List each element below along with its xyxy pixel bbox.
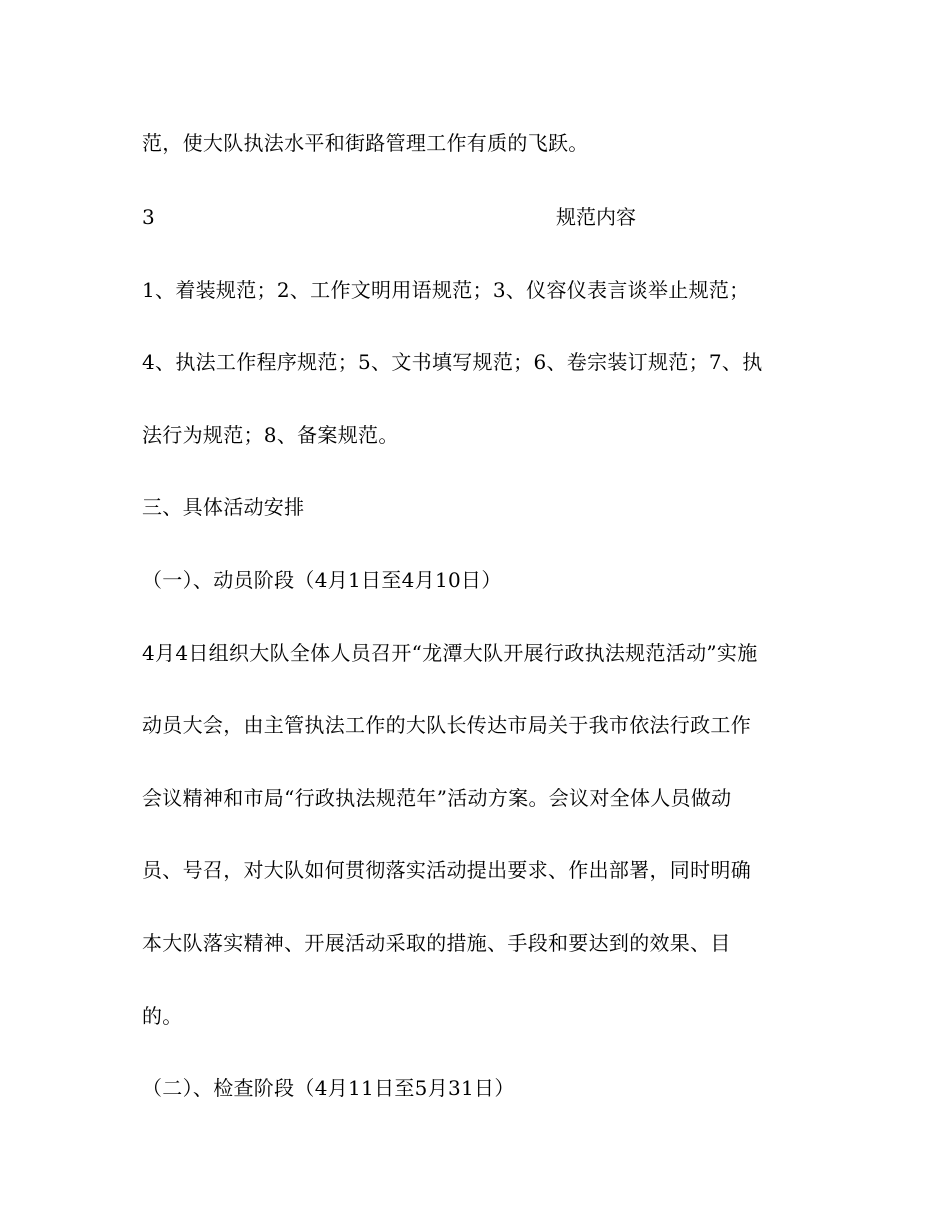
paragraph-line: 动员大会，由主管执法工作的大队长传达市局关于我市依法行政工作 (142, 713, 751, 737)
paragraph-line: 员、号召，对大队如何贯彻落实活动提出要求、作出部署，同时明确 (142, 858, 751, 882)
paragraph-line: 本大队落实精神、开展活动采取的措施、手段和要达到的效果、目 (142, 931, 731, 955)
stage-heading: （一）、动员阶段（4月1日至4月10日） (142, 568, 502, 592)
section-number: 3 (142, 205, 155, 229)
paragraph-line: 的。 (142, 1004, 183, 1028)
paragraph-line: 范，使大队执法水平和街路管理工作有质的飞跃。 (142, 131, 589, 155)
stage-heading: （二）、检查阶段（4月11日至5月31日） (142, 1076, 515, 1100)
subsection-heading: 三、具体活动安排 (142, 495, 305, 519)
paragraph-line: 4月4日组织大队全体人员召开“龙潭大队开展行政执法规范活动”实施 (142, 641, 758, 665)
section-title: 规范内容 (556, 205, 636, 229)
paragraph-line: 4、执法工作程序规范；5、文书填写规范；6、卷宗装订规范；7、执 (142, 350, 763, 374)
paragraph-line: 法行为规范；8、备案规范。 (142, 423, 399, 447)
paragraph-line: 会议精神和市局“行政执法规范年”活动方案。会议对全体人员做动 (142, 786, 732, 810)
paragraph-line: 1、着装规范；2、工作文明用语规范；3、仪容仪表言谈举止规范； (142, 278, 750, 302)
